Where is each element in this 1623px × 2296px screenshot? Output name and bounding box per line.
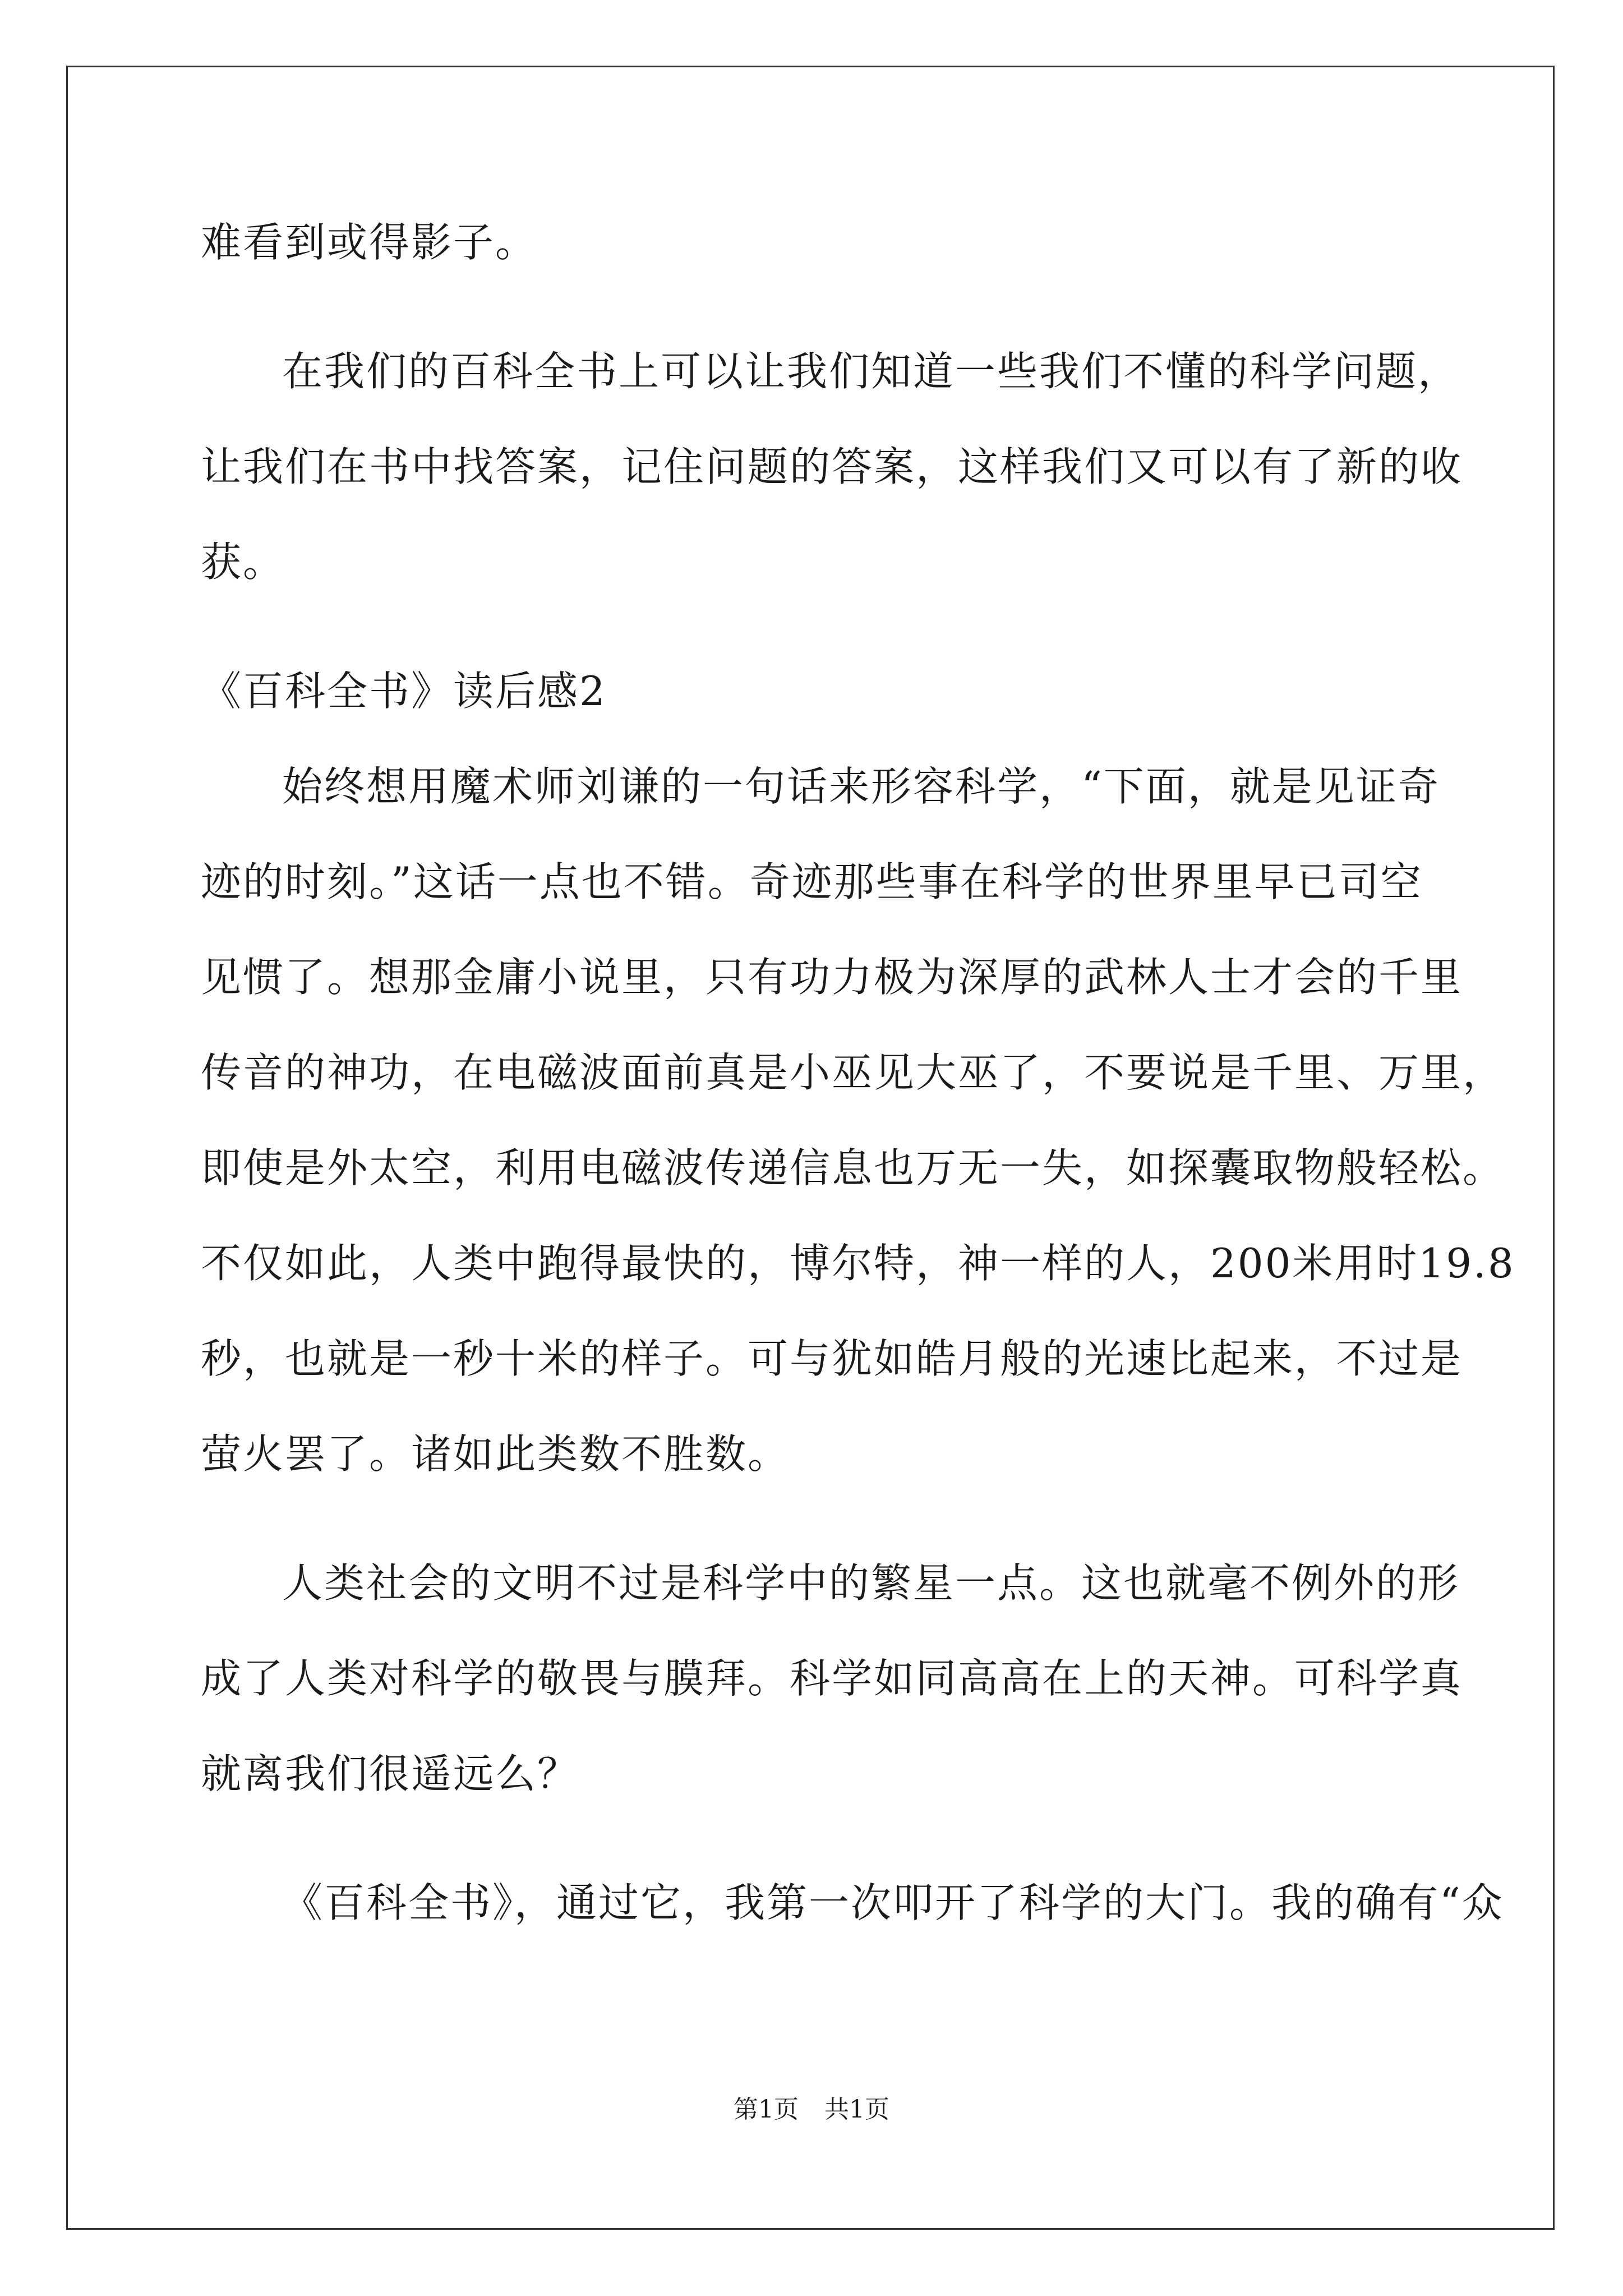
page-number-current: 第1页: [734, 2095, 799, 2124]
paragraph-line-9: 传音的神功，在电磁波面前真是小巫见大巫了，不要说是千里、万里，: [201, 1049, 1505, 1096]
paragraph-line-16: 就离我们很遥远么？: [201, 1750, 580, 1797]
paragraph-line-15: 成了人类对科学的敬畏与膜拜。科学如同高高在上的天神。可科学真: [201, 1655, 1463, 1702]
page-footer: [0, 2093, 1623, 2127]
paragraph-line-4: 获。: [201, 539, 285, 586]
paragraph-line-14: 人类社会的文明不过是科学中的繁星一点。这也就毫不例外的形: [282, 1559, 1460, 1607]
paragraph-line-3: 让我们在书中找答案，记住问题的答案，这样我们又可以有了新的收: [201, 443, 1463, 490]
paragraph-line-12: 秒，也就是一秒十米的样子。可与犹如皓月般的光速比起来，不过是: [201, 1335, 1463, 1382]
paragraph-line-11: 不仅如此，人类中跑得最快的，博尔特，神一样的人，200米用时19.8: [201, 1240, 1515, 1287]
page-number-total: 共1页: [824, 2095, 889, 2124]
paragraph-line-8: 见惯了。想那金庸小说里，只有功力极为深厚的武林人士才会的千里: [201, 954, 1463, 1001]
paragraph-line-1: 难看到或得影子。: [201, 219, 538, 266]
paragraph-line-10: 即使是外太空，利用电磁波传递信息也万无一失，如探囊取物般轻松。: [201, 1144, 1505, 1191]
paragraph-line-17: 《百科全书》，通过它，我第一次叩开了科学的大门。我的确有“众: [282, 1879, 1504, 1926]
paragraph-line-13: 萤火罢了。诸如此类数不胜数。: [201, 1430, 790, 1478]
paragraph-line-6: 始终想用魔术师刘谦的一句话来形容科学，“下面，就是见证奇: [282, 763, 1440, 810]
section-heading: 《百科全书》读后感2: [201, 668, 607, 715]
paragraph-line-2: 在我们的百科全书上可以让我们知道一些我们不懂的科学问题，: [282, 348, 1460, 395]
paragraph-line-7: 迹的时刻。”这话一点也不错。奇迹那些事在科学的世界里早已司空: [201, 858, 1423, 905]
